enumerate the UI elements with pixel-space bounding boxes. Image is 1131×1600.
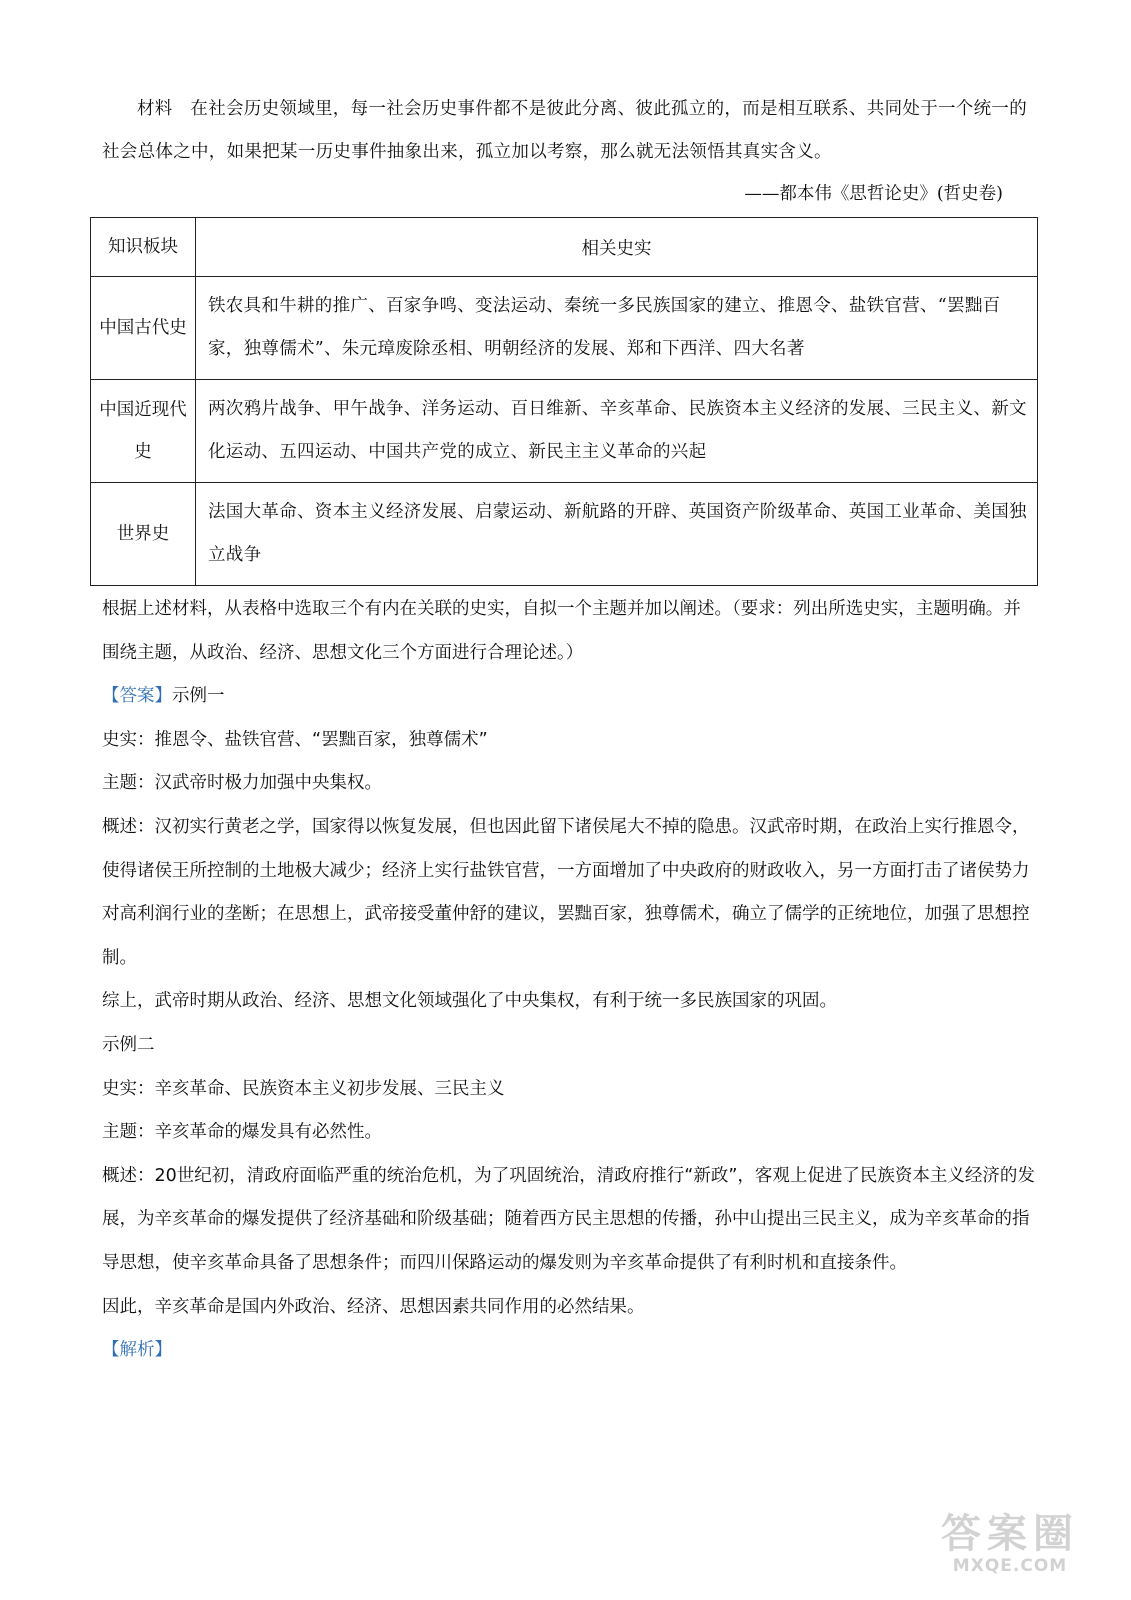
table-row [91,380,1038,483]
table-cell-section: 中国古代史 [91,277,196,380]
example2-summary: 概述：20世纪初，清政府面临严重的统治危机，为了巩固统治，清政府推行“新政”，客观上促进了民族资本主义经济的发展，为辛亥革命的爆发提供了经济基础和阶级基础；随着西方民主思想的传播，孙中山提出三民主义，成为辛亥革命的指导思想，使辛亥革命具备了思想条件；而四川保路运动的爆发则为辛亥革命提供了有利时机和直接条件。 [102,1165,1035,1273]
table-header-section: 知识板块 [91,218,196,277]
example2-facts: 史实：辛亥革命、民族资本主义初步发展、三民主义 [102,1078,505,1099]
table-header-row [91,218,1038,277]
watermark-glyphs: 答案圈 [941,1511,1079,1557]
example1-heading: 示例一 [172,686,225,707]
example1-summary: 概述：汉初实行黄老之学，国家得以恢复发展，但也因此留下诸侯尾大不掉的隐患。汉武帝时期，在政治上实行推恩令，使得诸侯王所控制的土地极大减少；经济上实行盐铁官营，一方面增加了中央政府的财政收入，另一方面打击了诸侯势力对高利润行业的垄断；在思想上，武帝接受董仲舒的建议，罢黜百家，独尊儒术，确立了儒学的正统地位，加强了思想控制。 [102,816,1030,968]
answer-tag: 【答案】 [102,686,172,707]
answer-heading [102,675,1037,719]
table-header-facts: 相关史实 [196,218,1038,277]
example1-facts: 史实：推恩令、盐铁官营、“罢黜百家，独尊儒术” [102,729,488,750]
table-cell-section: 中国近现代史 [91,380,196,483]
table-cell-section: 世界史 [91,483,196,586]
example1-conclusion: 综上，武帝时期从政治、经济、思想文化领域强化了中央集权，有利于统一多民族国家的巩固。 [102,991,837,1012]
example2-heading: 示例二 [102,1034,155,1055]
analysis-tag: 【解析】 [102,1340,172,1361]
example1-theme: 主题：汉武帝时极力加强中央集权。 [102,773,382,794]
material-passage [102,88,1037,174]
table-cell-facts: 铁农具和牛耕的推广、百家争鸣、变法运动、秦统一多民族国家的建立、推恩令、盐铁官营、“罢黜百家，独尊儒术”、朱元璋废除丞相、明朝经济的发展、郑和下西洋、四大名著 [196,277,1038,380]
question-text: 根据上述材料，从表格中选取三个有内在关联的史实，自拟一个主题并加以阐述。（要求：列出所选史实，主题明确。并围绕主题，从政治、经济、思想文化三个方面进行合理论述。） [102,599,1021,663]
watermark-url: MXQE.COM [952,1556,1068,1576]
table-cell-facts: 法国大革命、资本主义经济发展、启蒙运动、新航路的开辟、英国资产阶级革命、英国工业革命、美国独立战争 [196,483,1038,586]
table-cell-facts: 两次鸦片战争、甲午战争、洋务运动、百日维新、辛亥革命、民族资本主义经济的发展、三民主义、新文化运动、五四运动、中国共产党的成立、新民主主义革命的兴起 [196,380,1038,483]
example2-theme: 主题：辛亥革命的爆发具有必然性。 [102,1122,382,1143]
table-row [91,483,1038,586]
example2-conclusion: 因此，辛亥革命是国内外政治、经济、思想因素共同作用的必然结果。 [102,1296,645,1317]
watermark-logo [931,1512,1089,1578]
answer-section [102,588,1037,1373]
analysis-heading [102,1329,1037,1373]
material-text: 材料 在社会历史领域里，每一社会历史事件都不是彼此分离、彼此孤立的，而是相互联系、共同处于一个统一的社会总体之中，如果把某一历史事件抽象出来，孤立加以考察，那么就无法领悟其真实含义。 [102,99,1027,162]
material-source: ——都本伟《思哲论史》(哲史卷) [744,184,1003,204]
table-row [91,277,1038,380]
history-facts-table [90,217,1038,586]
